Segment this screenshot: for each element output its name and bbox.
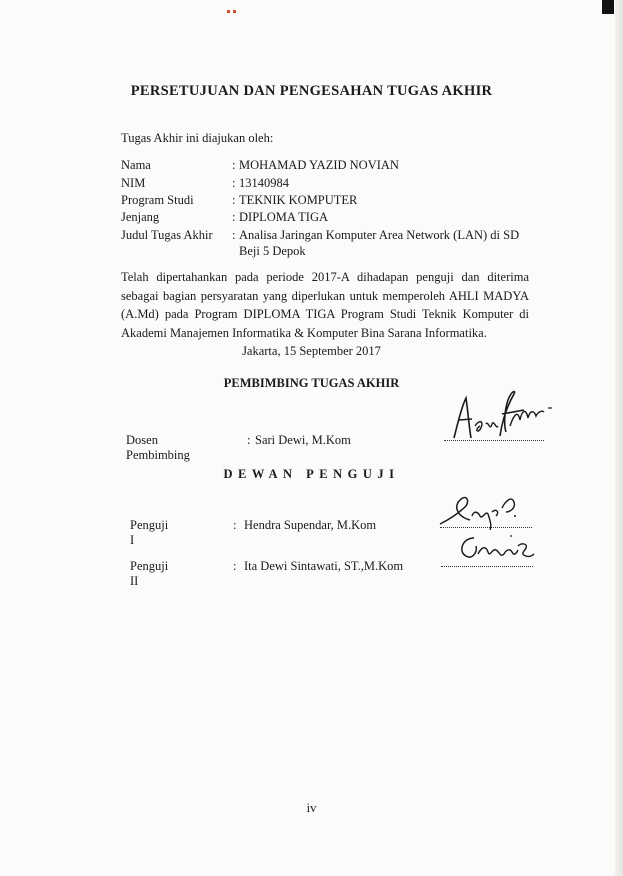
paragraph-line: sebagai bagian persyaratan yang diperlukan untuk memperoleh AHLI MADYA: [121, 288, 529, 303]
field-colon: :: [232, 176, 236, 190]
field-value: TEKNIK KOMPUTER: [239, 193, 358, 207]
penguji-colon: :: [233, 518, 237, 532]
scan-edge-tick: [602, 0, 614, 14]
pembimbing-colon: :: [247, 433, 251, 447]
field-colon: :: [232, 210, 236, 224]
field-value: DIPLOMA TIGA: [239, 210, 329, 224]
paragraph-line: Akademi Manajemen Informatika & Komputer Bina Sarana Informatika.: [121, 325, 487, 340]
pembimbing-label: Dosen Pembimbing: [126, 433, 190, 462]
dewan-penguji-heading: DEWAN PENGUJI: [223, 467, 400, 481]
page-title: PERSETUJUAN DAN PENGESAHAN TUGAS AKHIR: [130, 83, 493, 99]
field-colon: :: [232, 228, 236, 242]
field-label: Program Studi: [121, 193, 194, 207]
page-number: iv: [306, 801, 317, 815]
intro-text: Tugas Akhir ini diajukan oleh:: [121, 131, 274, 145]
pembimbing-signature: [444, 386, 554, 448]
field-label: Jenjang: [121, 210, 160, 224]
scan-edge-shadow: [615, 0, 623, 876]
signature-line: [441, 566, 533, 567]
pembimbing-heading: PEMBIMBING TUGAS AKHIR: [223, 376, 400, 390]
penguji-label: Penguji II: [130, 559, 169, 588]
paragraph-line: Telah dipertahankan pada periode 2017-A dihadapan penguji dan diterima: [121, 270, 529, 284]
pembimbing-name: Sari Dewi, M.Kom: [255, 433, 351, 447]
field-label: Judul Tugas Akhir: [121, 228, 213, 242]
place-date: Jakarta, 15 September 2017: [242, 344, 381, 358]
penguji-name: Ita Dewi Sintawati, ST.,M.Kom: [244, 559, 404, 573]
paragraph-line: (A.Md) pada Program DIPLOMA TIGA Program Studi Teknik Komputer di: [121, 307, 529, 321]
field-colon: :: [232, 158, 236, 172]
penguji-2-signature: [456, 532, 536, 564]
field-label: Nama: [121, 158, 151, 172]
penguji-label: Penguji I: [130, 518, 169, 547]
penguji-1-signature: [436, 486, 526, 530]
field-colon: :: [232, 193, 236, 207]
field-label: NIM: [121, 176, 146, 190]
field-value-line2: Beji 5 Depok: [239, 244, 306, 258]
scan-artifact-mark: [227, 0, 239, 3]
penguji-colon: :: [233, 559, 237, 573]
field-value: MOHAMAD YAZID NOVIAN: [239, 158, 399, 172]
field-value: 13140984: [239, 176, 289, 190]
field-value-line1: Analisa Jaringan Komputer Area Network (LAN) di SD: [239, 228, 520, 242]
penguji-name: Hendra Supendar, M.Kom: [244, 518, 377, 532]
statement-paragraph: [121, 268, 529, 342]
